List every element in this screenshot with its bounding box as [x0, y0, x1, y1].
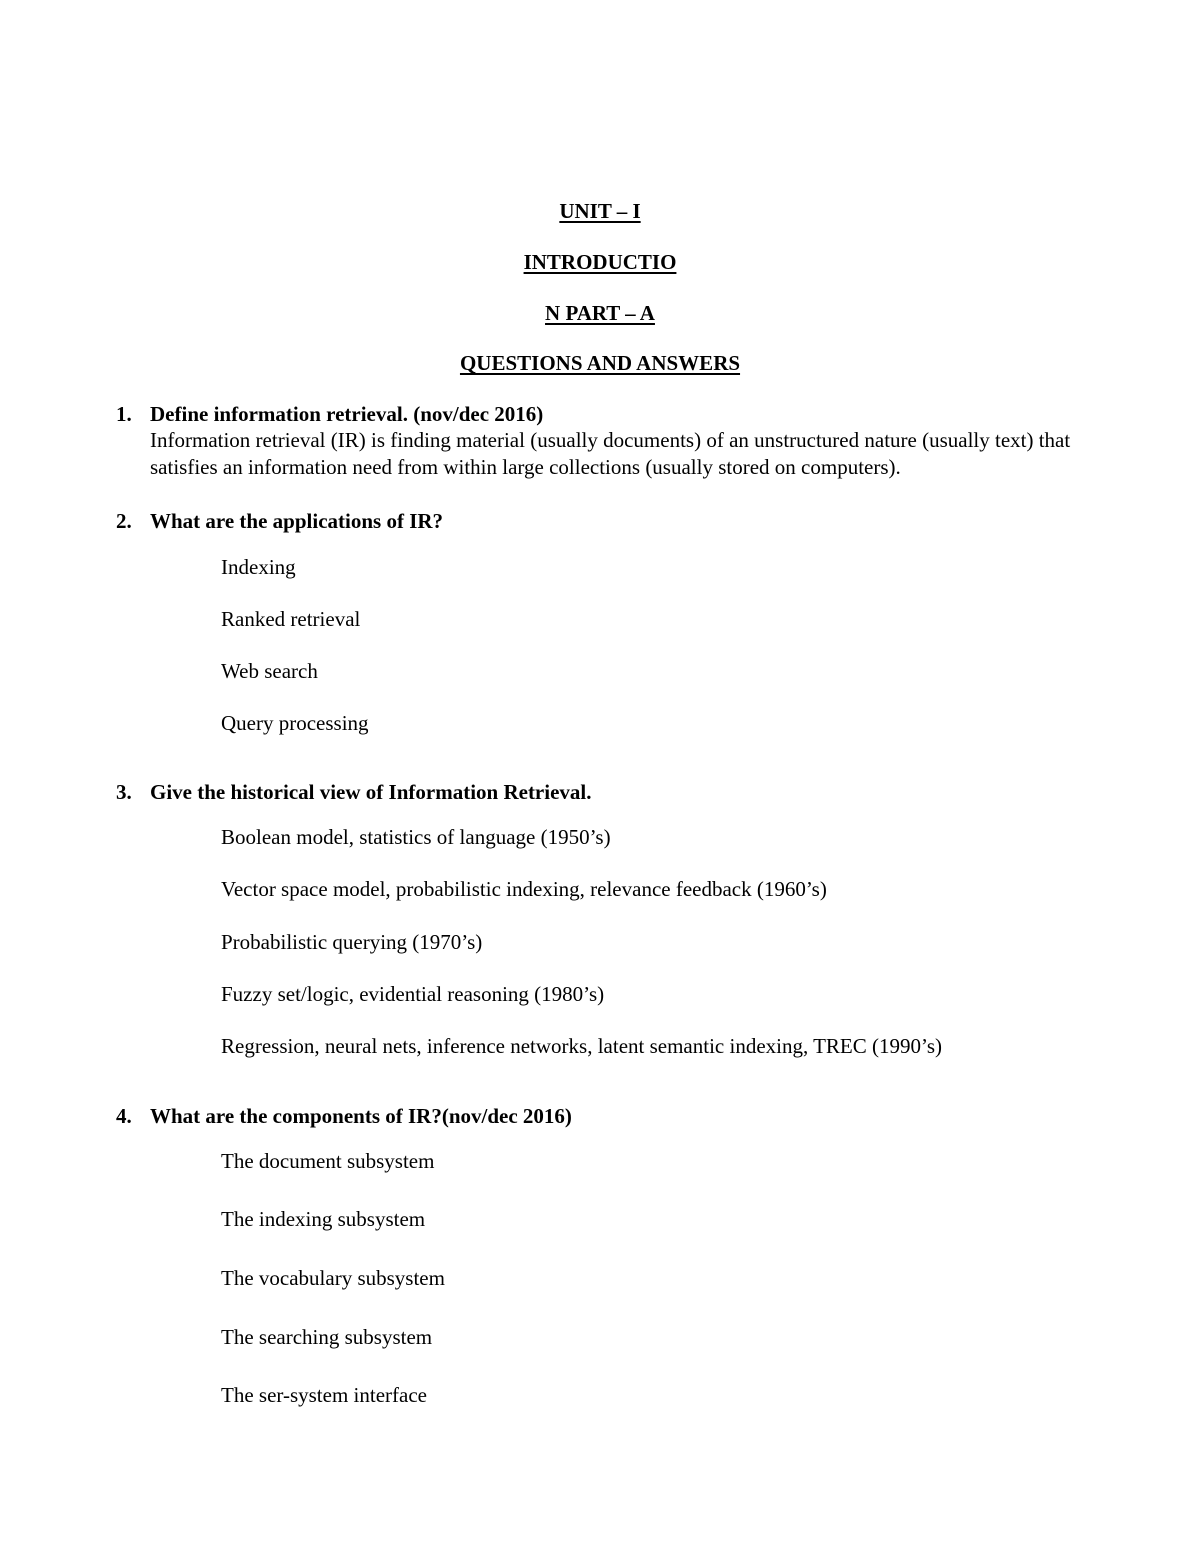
list-item: Ranked retrieval [221, 607, 361, 631]
list-item: The ser-system interface [221, 1383, 427, 1407]
question-text: Define information retrieval. (nov/dec 2016) [150, 402, 544, 426]
qa-heading: QUESTIONS AND ANSWERS [459, 351, 741, 375]
introduction-heading: INTRODUCTIO [523, 250, 677, 274]
list-item: The document subsystem [221, 1149, 435, 1173]
question-number: 4. [116, 1104, 132, 1128]
question-text: What are the components of IR?(nov/dec 2016) [150, 1104, 572, 1128]
list-item: The searching subsystem [221, 1325, 433, 1349]
list-item: Boolean model, statistics of language (1950’s) [221, 825, 611, 849]
unit-heading: UNIT – I [559, 199, 641, 223]
list-item: Regression, neural nets, inference networks, latent semantic indexing, TREC (1990’s) [221, 1034, 943, 1058]
list-item: Fuzzy set/logic, evidential reasoning (1980’s) [221, 982, 605, 1006]
list-item: Indexing [221, 555, 296, 579]
list-item: Probabilistic querying (1970’s) [221, 930, 483, 954]
question-text: Give the historical view of Information Retrieval. [150, 780, 592, 804]
question-number: 3. [116, 780, 132, 804]
question-number: 2. [116, 509, 132, 533]
list-item: Web search [221, 659, 318, 683]
list-item: The indexing subsystem [221, 1207, 426, 1231]
list-item: The vocabulary subsystem [221, 1266, 445, 1290]
list-item: Vector space model, probabilistic indexing, relevance feedback (1960’s) [221, 877, 827, 901]
question-number: 1. [116, 402, 132, 426]
question-text: What are the applications of IR? [150, 509, 444, 533]
answer-text: Information retrieval (IR) is finding material (usually documents) of an unstructured nature (usually text) that satisfies an information need from within large collections (usually stored on computers). [150, 428, 1071, 479]
part-heading: N PART – A [545, 301, 655, 325]
list-item: Query processing [221, 711, 369, 735]
